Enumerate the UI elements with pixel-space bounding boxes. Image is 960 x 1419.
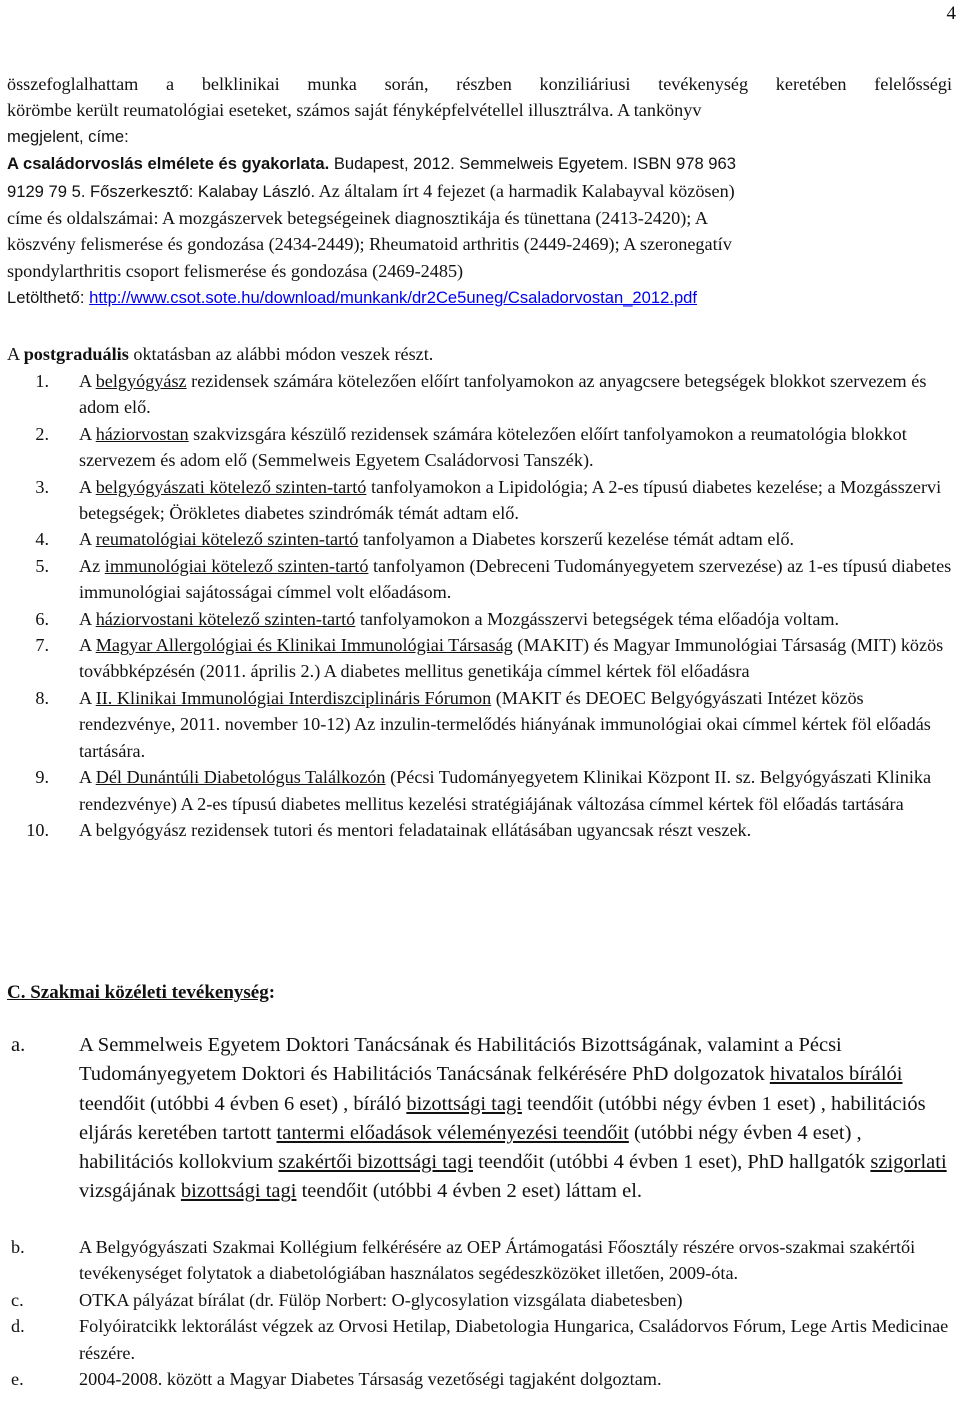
item-text: Folyóiratcikk lektorálást végzek az Orvosi Hetilap, Diabetologia Hungarica, Családorvos Fórum, Lege Artis Medicinae részére.	[79, 1316, 949, 1363]
postgrad-intro	[7, 341, 952, 367]
item-text: tanfolyamokon a Mozgásszervi betegségek téma előadója voltam.	[355, 608, 840, 629]
section-title: C. Szakmai közéleti tevékenység	[7, 982, 269, 1003]
item-text: rezidensek számára kötelezően előírt tanfolyamokon az anyagcsere betegségek blokkot szervezem és adom elő.	[79, 371, 927, 418]
item-underlined: háziorvostani kötelező szinten-tartó	[95, 608, 356, 629]
item-number: 6.	[35, 608, 49, 629]
item-number: 10.	[26, 819, 49, 840]
intro-line	[7, 178, 952, 205]
section-heading	[7, 982, 275, 1004]
item-text: (MAKIT és DEOEC Belgyógyászati Intézet közös rendezvénye, 2011. november 10-12) Az inzulin-termelődés hiányának immunológiai okai címmel kértek föl előadás tartására.	[79, 687, 931, 761]
item-text: teendőit (utóbbi 4 évben 2 eset) láttam el.	[296, 1180, 643, 1203]
intro-line: körömbe került reumatológiai eseteket, számos saját fényképfelvétellel illusztrálva. A tankönyv	[7, 100, 702, 121]
download-line	[7, 284, 952, 311]
item-text: (MAKIT) és Magyar Immunológiai Társaság (MIT) közös továbbképzésén (2011. április 2.) A diabetes mellitus genetikája címmel kértek föl előadásra	[79, 635, 944, 682]
item-underlined: szakértői bizottsági tagi	[278, 1151, 473, 1174]
public-activity-list	[7, 1031, 952, 1207]
item-text: A	[79, 529, 96, 550]
list-item-d	[7, 1313, 952, 1366]
item-text: A	[79, 608, 96, 629]
book-citation	[7, 150, 952, 177]
intro-line: címe és oldalszámai: A mozgászervek betegségeinek diagnosztikája és tünettana (2413-2420); A	[7, 208, 708, 229]
list-item	[7, 474, 952, 527]
item-text: A Semmelweis Egyetem Doktori Tanácsának és Habilitációs Bizottságának, valamint a Pécsi Tudományegyetem Doktori és Habilitációs Tanácsának felkérésére PhD dolgozatok	[79, 1034, 842, 1086]
item-text: A belgyógyász rezidensek tutori és mentori feladatainak ellátásában ugyancsak részt veszek.	[79, 819, 752, 840]
list-item-e	[7, 1366, 952, 1392]
intro-line: spondylarthritis csoport felismerése és gondozása (2469-2485)	[7, 260, 464, 281]
item-text: 2004-2008. között a Magyar Diabetes Társaság vezetőségi tagjaként dolgoztam.	[79, 1369, 662, 1390]
item-text: tanfolyamon a Diabetes korszerű kezelése témát adtam elő.	[358, 529, 795, 550]
list-item	[7, 368, 952, 421]
item-number: 9.	[35, 767, 49, 788]
item-text: OTKA pályázat bírálat (dr. Fülöp Norbert: O-glycosylation vizsgálata diabetesben)	[79, 1289, 683, 1310]
item-text: (Pécsi Tudományegyetem Klinikai Központ II. sz. Belgyógyászati Klinika rendezvénye) A 2-es típusú diabetes mellitus kezelési stratégiájának változása címmel kértek föl előadás tartására	[79, 767, 932, 814]
chapter-note: Az általam írt 4 fejezet (a harmadik Kalabayval közösen)	[315, 180, 735, 201]
page-number: 4	[946, 3, 956, 24]
item-text: vizsgájának	[79, 1180, 181, 1203]
public-activity-list-rest	[7, 1234, 952, 1392]
item-text: A	[79, 635, 96, 656]
book-publisher: Budapest, 2012. Semmelweis Egyetem. ISBN 978 963	[329, 154, 736, 174]
book-title: A családorvoslás elmélete és gyakorlata.	[7, 154, 330, 174]
item-underlined: bizottsági tagi	[180, 1180, 297, 1203]
item-text: (utóbbi négy évben 4 eset) , habilitációs kollokvium	[79, 1121, 862, 1174]
list-item	[7, 553, 952, 606]
item-underlined: II. Klinikai Immunológiai Interdiszciplináris Fórumon	[95, 687, 492, 708]
postgrad-post: oktatásban az alábbi módon veszek részt.	[128, 344, 434, 364]
item-underlined: háziorvostan	[95, 423, 189, 444]
item-text: teendőit (utóbbi négy évben 1 eset) , habilitációs eljárás keretében tartott	[79, 1092, 926, 1144]
intro-paragraph	[7, 71, 952, 312]
item-underlined: immunológiai kötelező szinten-tartó	[104, 555, 369, 576]
list-item	[7, 606, 952, 632]
item-text: Az	[79, 555, 105, 576]
item-letter: b.	[11, 1237, 25, 1257]
list-item	[7, 421, 952, 474]
section-title-colon: :	[268, 982, 276, 1003]
intro-line: összefoglalhattam a belklinikai munka során, részben konziliáriusi tevékenység keretében felelősségi	[7, 74, 952, 94]
item-underlined: bizottsági tagi	[406, 1092, 522, 1115]
list-item	[7, 632, 952, 685]
intro-line: megjelent, címe:	[7, 126, 129, 146]
postgrad-bold: postgraduális	[23, 344, 129, 364]
item-underlined: tantermi előadások véleményezési teendőit	[276, 1121, 629, 1144]
item-underlined: szigorlati	[870, 1151, 947, 1174]
item-number: 7.	[35, 635, 49, 656]
list-item-b	[7, 1234, 952, 1287]
item-number: 3.	[35, 476, 49, 497]
item-number: 5.	[35, 555, 49, 576]
item-underlined: Magyar Allergológiai és Klinikai Immunológiai Társaság	[95, 635, 513, 656]
list-item	[7, 685, 952, 764]
item-underlined: belgyógyászati kötelező szinten-tartó	[95, 476, 367, 497]
item-letter: a.	[11, 1034, 26, 1056]
item-text: A Belgyógyászati Szakmai Kollégium felkérésére az OEP Ártámogatási Főosztály részére orvos-szakmai szakértői tevékenységet folytatok a diabetológiában használatos segédeszközöket illetően, 2009-óta.	[79, 1237, 916, 1284]
book-isbn: 9129 79 5. Főszerkesztő: Kalabay László.	[7, 181, 316, 201]
item-text: A	[79, 767, 96, 788]
item-letter: c.	[11, 1289, 24, 1310]
item-text: A	[79, 423, 96, 444]
item-number: 1.	[35, 371, 49, 391]
list-item	[7, 764, 952, 817]
list-item-a	[7, 1031, 952, 1207]
item-number: 4.	[35, 529, 49, 550]
item-number: 2.	[35, 423, 49, 444]
item-letter: d.	[11, 1316, 25, 1337]
list-item-c	[7, 1287, 952, 1313]
item-text: tanfolyamokon a Lipidológia; A 2-es típusú diabetes kezelése; a Mozgásszervi betegségek; Örökletes diabetes szindrómák témát adtam elő.	[79, 476, 942, 524]
item-text: tanfolyamon (Debreceni Tudományegyetem szervezése) az 1-es típusú diabetes immunológiai sajátosságai címmel volt előadásom.	[79, 555, 952, 603]
postgrad-pre: A	[7, 344, 24, 364]
item-underlined: hivatalos bírálói	[769, 1063, 903, 1086]
item-text: teendőit (utóbbi 4 évben 6 eset) , bíráló	[79, 1092, 407, 1115]
item-underlined: Dél Dunántúli Diabetológus Találkozón	[95, 767, 386, 788]
item-text: A	[79, 371, 96, 391]
list-item	[7, 817, 952, 843]
list-item	[7, 526, 952, 552]
download-label: Letölthető:	[7, 288, 90, 308]
item-text: A	[79, 687, 96, 708]
item-number: 8.	[35, 687, 49, 708]
item-text: szakvizsgára készülő rezidensek számára kötelezően előírt tanfolyamokon a reumatológia blokkot szervezem és adom elő (Semmelweis Egyetem Családorvosi Tanszék).	[79, 423, 907, 471]
item-underlined: reumatológiai kötelező szinten-tartó	[95, 529, 359, 550]
item-text: A	[79, 476, 96, 497]
download-link[interactable]: http://www.csot.sote.hu/download/munkank/dr2Ce5uneg/Csaladorvostan_2012.pdf	[89, 288, 698, 308]
item-text: teendőit (utóbbi 4 évben 1 eset), PhD hallgatók	[473, 1151, 871, 1174]
item-underlined: belgyógyász	[95, 371, 187, 391]
item-letter: e.	[11, 1369, 24, 1390]
intro-line: köszvény felismerése és gondozása (2434-2449); Rheumatoid arthritis (2449-2469); A szeronegatív	[7, 234, 732, 255]
teaching-list	[7, 368, 952, 843]
